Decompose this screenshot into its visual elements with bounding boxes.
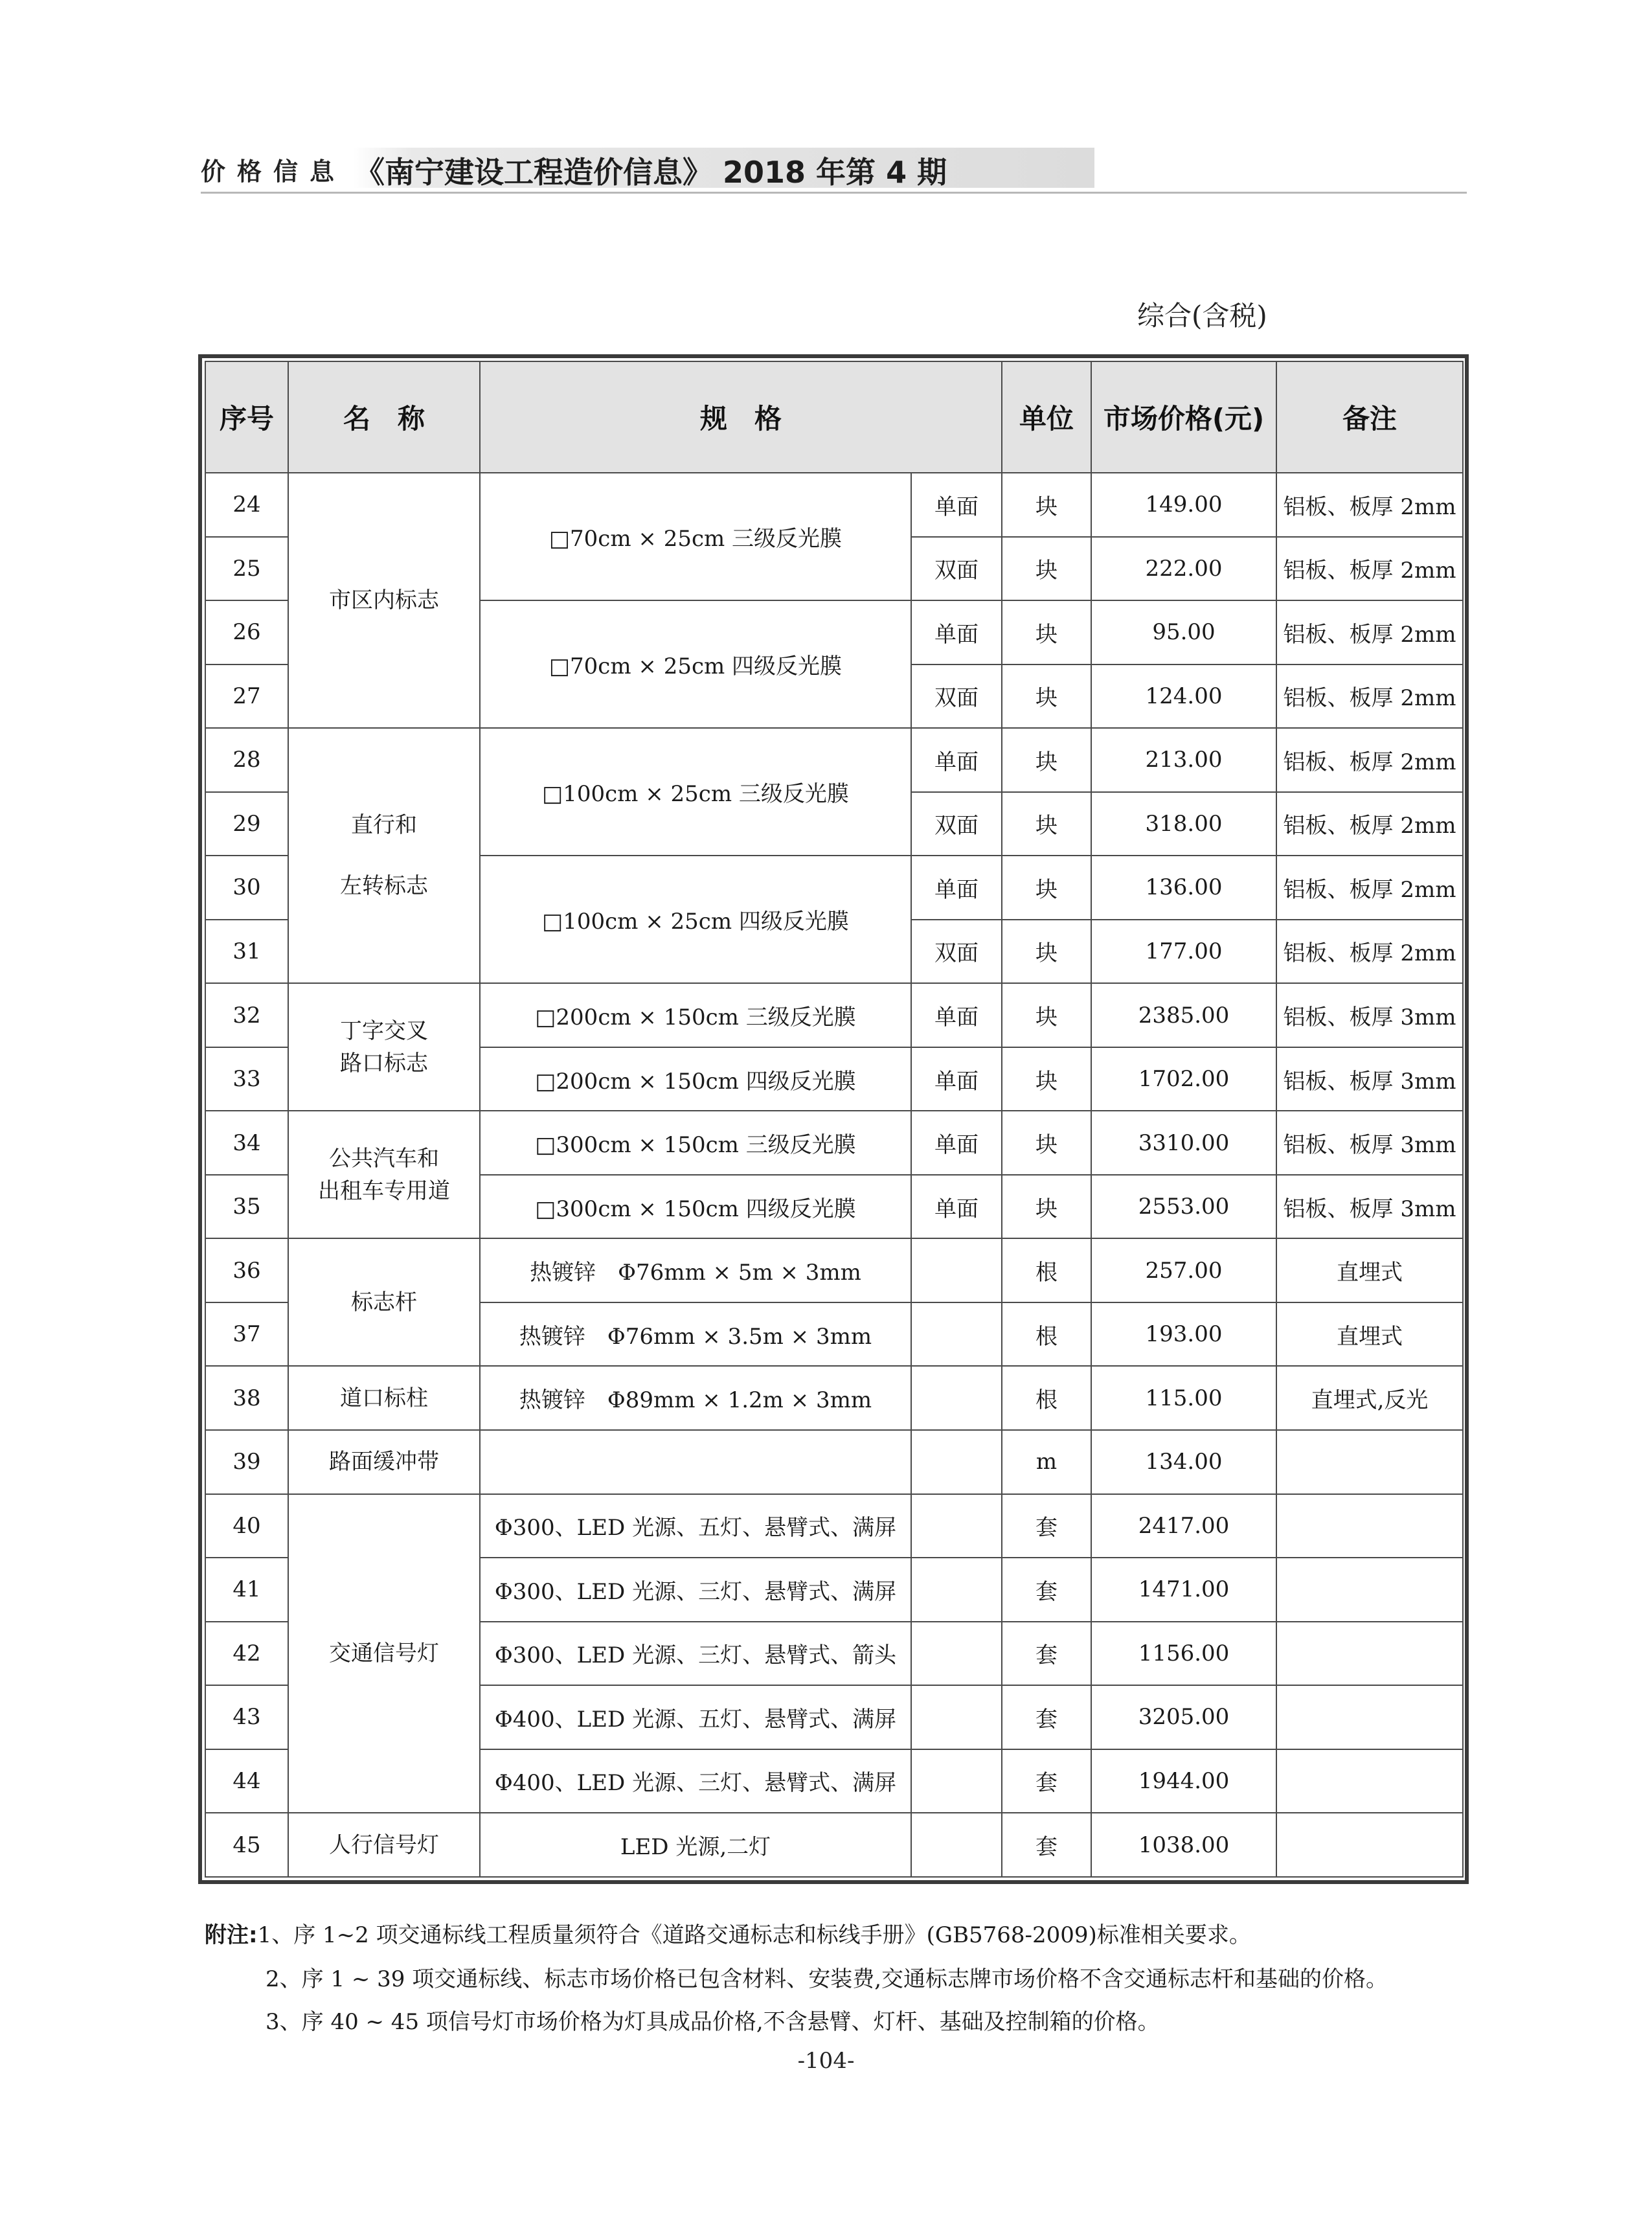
face-type: 双面 xyxy=(911,792,1002,856)
note: 直埋式 xyxy=(1276,1302,1463,1367)
unit: 套 xyxy=(1002,1622,1091,1686)
item-name xyxy=(288,983,480,1111)
face-type: 单面 xyxy=(911,1175,1002,1239)
price: 2553.00 xyxy=(1091,1175,1276,1239)
face-type xyxy=(911,1302,1002,1367)
face-type xyxy=(911,1430,1002,1494)
note: 铝板、板厚 3mm xyxy=(1276,1111,1463,1175)
item-name: 路面缓冲带 xyxy=(288,1430,480,1494)
price: 213.00 xyxy=(1091,728,1276,792)
face-type: 单面 xyxy=(911,856,1002,920)
face-type xyxy=(911,1238,1002,1302)
spec: Φ400、LED 光源、三灯、悬臂式、满屏 xyxy=(480,1749,911,1813)
page-number: -104- xyxy=(797,2048,855,2074)
unit: 套 xyxy=(1002,1685,1091,1749)
row-no: 28 xyxy=(205,728,288,792)
note: 铝板、板厚 2mm xyxy=(1276,537,1463,601)
item-name: 市区内标志 xyxy=(288,473,480,728)
unit: 套 xyxy=(1002,1558,1091,1622)
face-type xyxy=(911,1813,1002,1877)
unit: 块 xyxy=(1002,728,1091,792)
unit: 块 xyxy=(1002,600,1091,664)
unit: 块 xyxy=(1002,664,1091,729)
note: 铝板、板厚 2mm xyxy=(1276,792,1463,856)
face-type: 双面 xyxy=(911,920,1002,984)
face-type xyxy=(911,1366,1002,1430)
spec xyxy=(480,1430,911,1494)
footnote-3: 3、序 40 ~ 45 项信号灯市场价格为灯具成品价格,不含悬臂、灯杆、基础及控制箱的价格。 xyxy=(266,2009,1160,2035)
note xyxy=(1276,1813,1463,1877)
table-row xyxy=(205,728,1463,792)
row-no: 30 xyxy=(205,856,288,920)
spec: □100cm × 25cm 三级反光膜 xyxy=(480,728,911,856)
row-no: 24 xyxy=(205,473,288,537)
note: 铝板、板厚 3mm xyxy=(1276,1175,1463,1239)
note: 铝板、板厚 2mm xyxy=(1276,728,1463,792)
row-no: 39 xyxy=(205,1430,288,1494)
table-row xyxy=(205,1813,1463,1877)
price: 95.00 xyxy=(1091,600,1276,664)
row-no: 43 xyxy=(205,1685,288,1749)
note xyxy=(1276,1558,1463,1622)
item-name: 标志杆 xyxy=(288,1238,480,1366)
spec: □100cm × 25cm 四级反光膜 xyxy=(480,856,911,983)
table-row xyxy=(205,983,1463,1047)
unit: 块 xyxy=(1002,537,1091,601)
note: 铝板、板厚 2mm xyxy=(1276,473,1463,537)
price: 124.00 xyxy=(1091,664,1276,729)
item-name: 交通信号灯 xyxy=(288,1494,480,1813)
header-section-label: 价格信息 xyxy=(201,157,346,186)
table-row xyxy=(205,1238,1463,1302)
row-no: 33 xyxy=(205,1047,288,1111)
face-type: 单面 xyxy=(911,983,1002,1047)
row-no: 45 xyxy=(205,1813,288,1877)
row-no: 34 xyxy=(205,1111,288,1175)
col-header-unit: 单位 xyxy=(1002,361,1091,473)
col-header-note: 备注 xyxy=(1276,361,1463,473)
spec: □300cm × 150cm 四级反光膜 xyxy=(480,1175,911,1239)
item-name-line: 公共汽车和 xyxy=(329,1145,439,1172)
row-no: 32 xyxy=(205,983,288,1047)
note: 直埋式,反光 xyxy=(1276,1366,1463,1430)
face-type: 单面 xyxy=(911,600,1002,664)
item-name xyxy=(288,728,480,983)
col-header-price: 市场价格(元) xyxy=(1091,361,1276,473)
spec: □200cm × 150cm 三级反光膜 xyxy=(480,983,911,1047)
col-header-name: 名 称 xyxy=(288,361,480,473)
price: 177.00 xyxy=(1091,920,1276,984)
unit: m xyxy=(1002,1430,1091,1494)
row-no: 38 xyxy=(205,1366,288,1430)
table-row xyxy=(205,1430,1463,1494)
face-type: 单面 xyxy=(911,728,1002,792)
note: 铝板、板厚 2mm xyxy=(1276,600,1463,664)
note xyxy=(1276,1749,1463,1813)
note xyxy=(1276,1494,1463,1558)
table-row xyxy=(205,473,1463,537)
price: 1471.00 xyxy=(1091,1558,1276,1622)
unit: 块 xyxy=(1002,983,1091,1047)
price: 2385.00 xyxy=(1091,983,1276,1047)
row-no: 25 xyxy=(205,537,288,601)
unit: 套 xyxy=(1002,1494,1091,1558)
note xyxy=(1276,1685,1463,1749)
item-name: 道口标柱 xyxy=(288,1366,480,1430)
footnote-text: 1、序 1~2 项交通标线工程质量须符合《道路交通标志和标线手册》(GB5768-2009)标准相关要求。 xyxy=(257,1922,1251,1948)
price: 136.00 xyxy=(1091,856,1276,920)
unit: 块 xyxy=(1002,856,1091,920)
spec: 热镀锌 Φ89mm × 1.2m × 3mm xyxy=(480,1366,911,1430)
spec: Φ300、LED 光源、五灯、悬臂式、满屏 xyxy=(480,1494,911,1558)
price: 318.00 xyxy=(1091,792,1276,856)
spec: Φ300、LED 光源、三灯、悬臂式、箭头 xyxy=(480,1622,911,1686)
price: 149.00 xyxy=(1091,473,1276,537)
unit: 块 xyxy=(1002,920,1091,984)
unit: 根 xyxy=(1002,1366,1091,1430)
price: 134.00 xyxy=(1091,1430,1276,1494)
face-type xyxy=(911,1622,1002,1686)
face-type xyxy=(911,1558,1002,1622)
face-type: 单面 xyxy=(911,1047,1002,1111)
note: 铝板、板厚 2mm xyxy=(1276,920,1463,984)
tax-note: 综合(含税) xyxy=(1137,300,1267,332)
note xyxy=(1276,1622,1463,1686)
col-header-spec: 规 格 xyxy=(480,361,1002,473)
item-name: 人行信号灯 xyxy=(288,1813,480,1877)
price-table xyxy=(205,361,1464,1878)
unit: 根 xyxy=(1002,1302,1091,1367)
row-no: 36 xyxy=(205,1238,288,1302)
price: 1944.00 xyxy=(1091,1749,1276,1813)
face-type: 单面 xyxy=(911,1111,1002,1175)
footnote-1 xyxy=(205,1917,1474,1949)
row-no: 31 xyxy=(205,920,288,984)
item-name-line: 直行和 xyxy=(351,812,417,839)
item-name xyxy=(288,1111,480,1238)
price: 1038.00 xyxy=(1091,1813,1276,1877)
price: 3205.00 xyxy=(1091,1685,1276,1749)
face-type xyxy=(911,1494,1002,1558)
col-header-no: 序号 xyxy=(205,361,288,473)
spec: □300cm × 150cm 三级反光膜 xyxy=(480,1111,911,1175)
table-row xyxy=(205,1494,1463,1558)
row-no: 44 xyxy=(205,1749,288,1813)
table-row xyxy=(205,1111,1463,1175)
spec: 热镀锌 Φ76mm × 3.5m × 3mm xyxy=(480,1302,911,1367)
face-type: 双面 xyxy=(911,537,1002,601)
note xyxy=(1276,1430,1463,1494)
page-header xyxy=(201,148,1467,194)
price: 193.00 xyxy=(1091,1302,1276,1367)
unit: 块 xyxy=(1002,1175,1091,1239)
row-no: 29 xyxy=(205,792,288,856)
price: 1156.00 xyxy=(1091,1622,1276,1686)
price: 222.00 xyxy=(1091,537,1276,601)
unit: 块 xyxy=(1002,792,1091,856)
note: 铝板、板厚 2mm xyxy=(1276,856,1463,920)
unit: 块 xyxy=(1002,1047,1091,1111)
unit: 套 xyxy=(1002,1749,1091,1813)
row-no: 35 xyxy=(205,1175,288,1239)
price: 1702.00 xyxy=(1091,1047,1276,1111)
row-no: 37 xyxy=(205,1302,288,1367)
note: 铝板、板厚 3mm xyxy=(1276,983,1463,1047)
item-name-line: 丁字交叉 xyxy=(340,1017,428,1044)
spec: LED 光源,二灯 xyxy=(480,1813,911,1877)
face-type xyxy=(911,1685,1002,1749)
footnote-2: 2、序 1 ~ 39 项交通标线、标志市场价格已包含材料、安装费,交通标志牌市场价格不含交通标志杆和基础的价格。 xyxy=(266,1966,1388,1992)
row-no: 40 xyxy=(205,1494,288,1558)
item-name-line: 左转标志 xyxy=(340,873,428,900)
row-no: 42 xyxy=(205,1622,288,1686)
item-name-line: 出租车专用道 xyxy=(318,1177,450,1204)
unit: 套 xyxy=(1002,1813,1091,1877)
table-row xyxy=(205,1366,1463,1430)
spec: □70cm × 25cm 四级反光膜 xyxy=(480,600,911,728)
spec: Φ400、LED 光源、五灯、悬臂式、满屏 xyxy=(480,1685,911,1749)
spec: □70cm × 25cm 三级反光膜 xyxy=(480,473,911,600)
note: 铝板、板厚 3mm xyxy=(1276,1047,1463,1111)
note: 直埋式 xyxy=(1276,1238,1463,1302)
unit: 块 xyxy=(1002,473,1091,537)
price: 3310.00 xyxy=(1091,1111,1276,1175)
item-name-line: 路口标志 xyxy=(340,1050,428,1076)
face-type: 单面 xyxy=(911,473,1002,537)
spec: Φ300、LED 光源、三灯、悬臂式、满屏 xyxy=(480,1558,911,1622)
table-header-row xyxy=(205,361,1463,473)
unit: 根 xyxy=(1002,1238,1091,1302)
face-type: 双面 xyxy=(911,664,1002,729)
price: 115.00 xyxy=(1091,1366,1276,1430)
spec: □200cm × 150cm 四级反光膜 xyxy=(480,1047,911,1111)
price: 2417.00 xyxy=(1091,1494,1276,1558)
price: 257.00 xyxy=(1091,1238,1276,1302)
footnote-label: 附注: xyxy=(205,1922,258,1948)
header-rule xyxy=(201,192,1467,194)
row-no: 26 xyxy=(205,600,288,664)
unit: 块 xyxy=(1002,1111,1091,1175)
spec: 热镀锌 Φ76mm × 5m × 3mm xyxy=(480,1238,911,1302)
face-type xyxy=(911,1749,1002,1813)
row-no: 27 xyxy=(205,664,288,729)
row-no: 41 xyxy=(205,1558,288,1622)
header-publication-title: 《南宁建设工程造价信息》 2018 年第 4 期 xyxy=(355,155,947,190)
note: 铝板、板厚 2mm xyxy=(1276,664,1463,729)
